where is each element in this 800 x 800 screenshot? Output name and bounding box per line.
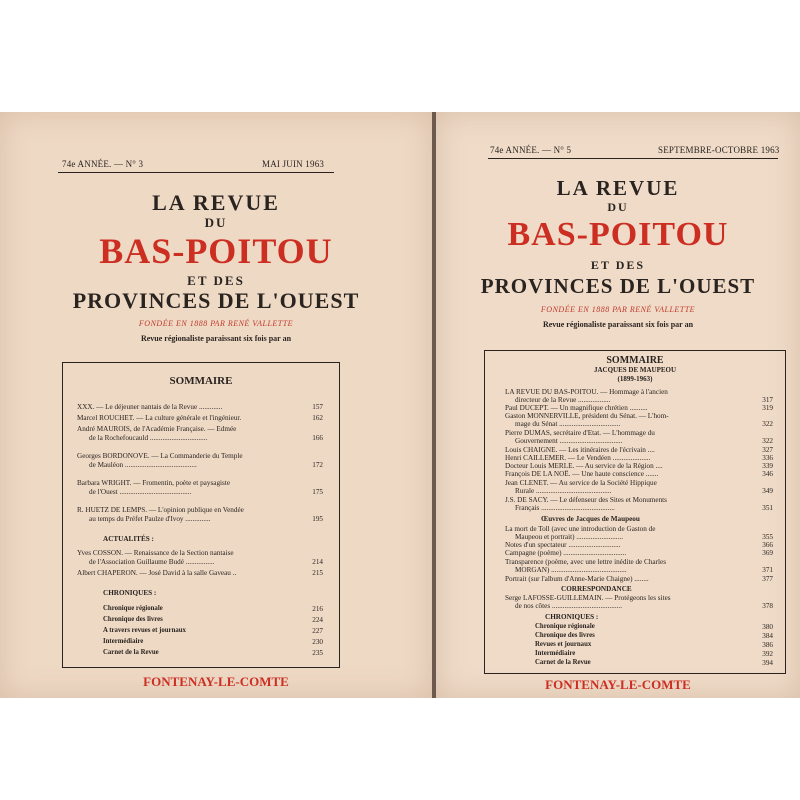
founded-line: FONDÉE EN 1888 PAR RENÉ VALLETTE <box>540 305 696 314</box>
chronique-item: Carnet de la Revue <box>535 659 591 666</box>
toc-entry: Albert CHAPERON. — José David à la salle Gaveau .. <box>77 569 237 577</box>
title-bas-poitou: BAS-POITOU <box>507 216 729 253</box>
toc-entry: La mort de Toll (avec une introduction de Gaston de <box>505 525 656 533</box>
chronique-item: Carnet de la Revue <box>103 649 159 656</box>
sommaire-box <box>62 362 340 668</box>
subject-dates: (1899-1963) <box>617 375 653 383</box>
toc-page: 230 <box>312 638 323 646</box>
toc-entry-cont: de l'Ouest ........................................ <box>89 488 192 496</box>
toc-page: 195 <box>312 515 323 523</box>
correspondance-label: CORRESPONDANCE <box>561 585 632 593</box>
toc-entry-cont: de l'Association Guillaume Budé ................ <box>89 558 215 566</box>
toc-page: 162 <box>312 414 323 422</box>
toc-entry: Transparence (poème, avec une lettre inédite de Charles <box>505 558 666 566</box>
toc-entry: Portrait (sur l'album d'Anne-Marie Chaigne) ........ <box>505 575 649 583</box>
toc-page: 392 <box>762 650 773 658</box>
cover-right <box>436 112 800 698</box>
toc-page: 322 <box>762 437 773 445</box>
title-et-des: ET DES <box>187 273 245 288</box>
toc-page: 322 <box>762 420 773 428</box>
toc-page: 336 <box>762 454 773 462</box>
header-rule <box>58 172 334 173</box>
toc-entry: XXX. — Le déjeuner nantais de la Revue ............. <box>77 403 223 411</box>
chronique-item: Chronique régionale <box>535 623 595 630</box>
toc-page: 394 <box>762 659 773 667</box>
publication-city: FONTENAY-LE-COMTE <box>143 674 289 689</box>
toc-entry-cont: directeur de la Revue .................. <box>515 396 611 404</box>
founded-line: FONDÉE EN 1888 PAR RENÉ VALLETTE <box>138 319 294 328</box>
toc-entry-cont: de Mauléon ........................................ <box>89 461 197 469</box>
chronique-item: Revues et journaux <box>535 641 592 648</box>
toc-page: 369 <box>762 549 773 557</box>
toc-entry-cont: Rurale .......................................... <box>515 487 612 495</box>
toc-page: 377 <box>762 575 773 583</box>
toc-page: 355 <box>762 533 773 541</box>
toc-page: 166 <box>312 434 323 442</box>
toc-entry: Marcel ROUCHET. — La culture générale et l'ingénieur. <box>77 414 242 422</box>
sommaire-box <box>484 350 786 674</box>
subject-name: JACQUES DE MAUPEOU <box>593 366 677 374</box>
publication-city: FONTENAY-LE-COMTE <box>545 677 691 692</box>
chronique-item: Chronique régionale <box>103 605 163 612</box>
toc-page: 317 <box>762 396 773 404</box>
toc-entry: André MAUROIS, de l'Académie Française. — Edmée <box>77 425 237 433</box>
toc-page: 366 <box>762 541 773 549</box>
toc-entry: Barbara WRIGHT. — Fromentin, poète et paysagiste <box>77 479 231 487</box>
toc-page: 235 <box>312 649 323 657</box>
toc-entry: Louis CHAIGNE. — Les itinéraires de l'écrivain .... <box>505 446 655 454</box>
toc-page: 157 <box>312 403 323 411</box>
toc-page: 384 <box>762 632 773 640</box>
toc-page: 216 <box>312 605 323 613</box>
toc-entry: Jean CLENET. — Au service de la Société Hippique <box>505 479 657 487</box>
title-bas-poitou: BAS-POITOU <box>99 231 333 271</box>
chronique-item: Chronique des livres <box>535 632 595 639</box>
toc-entry: François DE LA NOË. — Une haute conscience ....... <box>505 470 659 478</box>
toc-entry-cont: Français ......................................... <box>515 504 615 512</box>
title-et-des: ET DES <box>590 258 646 272</box>
toc-entry: Georges BORDONOVE. — La Commanderie du Temple <box>77 452 243 460</box>
header-rule <box>488 158 778 159</box>
toc-page: 227 <box>312 627 323 635</box>
toc-entry: Gaston MONNERVILLE, président du Sénat. — L'hom- <box>505 412 669 420</box>
toc-page: 172 <box>312 461 323 469</box>
toc-entry: J.S. DE SACY. — Le défenseur des Sites et Monuments <box>505 496 667 504</box>
toc-entry-cont: Gouvernement ................................... <box>515 437 623 445</box>
toc-page: 214 <box>312 558 323 566</box>
issue-date: MAI JUIN 1963 <box>262 159 325 169</box>
issue-number: 74e ANNÉE. — N° 5 <box>490 145 572 155</box>
title-du: DU <box>204 215 228 230</box>
issue-date: SEPTEMBRE-OCTOBRE 1963 <box>658 145 780 155</box>
toc-page: 327 <box>762 446 773 454</box>
toc-entry-cont: de nos côtes ....................................... <box>515 602 623 610</box>
toc-entry: Pierre DUMAS, secrétaire d'Etat. — L'hommage du <box>505 429 655 437</box>
toc-entry-cont: Maupeou et portrait) .......................... <box>515 533 623 541</box>
issue-number: 74e ANNÉE. — N° 3 <box>62 159 144 169</box>
chronique-item: Intermédiaire <box>535 650 576 657</box>
toc-page: 371 <box>762 566 773 574</box>
chroniques-label: CHRONIQUES : <box>545 613 599 621</box>
toc-page: 215 <box>312 569 323 577</box>
title-la-revue: LA REVUE <box>556 176 680 200</box>
toc-entry: Yves COSSON. — Renaissance de la Section nantaise <box>77 549 234 557</box>
toc-page: 346 <box>762 470 773 478</box>
toc-page: 378 <box>762 602 773 610</box>
chroniques-label: CHRONIQUES : <box>103 589 157 597</box>
toc-page: 380 <box>762 623 773 631</box>
toc-entry: Paul DUCEPT. — Un magnifique chrétien .......... <box>505 404 648 412</box>
toc-entry-cont: MORGAN) .......................................... <box>515 566 627 574</box>
toc-page: 339 <box>762 462 773 470</box>
toc-page: 319 <box>762 404 773 412</box>
toc-entry-cont: au temps du Préfet Paulze d'Ivoy .............. <box>89 515 211 523</box>
toc-page: 386 <box>762 641 773 649</box>
cover-left <box>0 112 432 698</box>
actualites-label: ACTUALITÉS : <box>103 535 154 543</box>
toc-entry: Notes d'un spectateur ............................. <box>505 541 621 549</box>
title-du: DU <box>607 200 629 214</box>
oeuvres-label: Œuvres de Jacques de Maupeou <box>541 515 640 523</box>
toc-entry: LA REVUE DU BAS-POITOU. — Hommage à l'ancien <box>505 388 668 396</box>
chronique-item: A travers revues et journaux <box>103 627 186 634</box>
tagline: Revue régionaliste paraissant six fois par an <box>140 334 292 343</box>
toc-entry-cont: de la Rochefoucauld ................................ <box>89 434 208 442</box>
toc-page: 349 <box>762 487 773 495</box>
toc-entry: Henri CAILLEMER. — Le Vendéen ..................... <box>505 454 651 462</box>
toc-entry: Campagne (poème) ................................... <box>505 549 627 557</box>
tagline: Revue régionaliste paraissant six fois par an <box>542 320 694 329</box>
toc-entry: R. HUETZ DE LEMPS. — L'opinion publique en Vendée <box>77 506 244 514</box>
title-la-revue: LA REVUE <box>152 190 280 215</box>
toc-entry: Serge LAFOSSE-GUILLEMAIN. — Protégeons les sites <box>505 594 671 602</box>
toc-entry: Docteur Louis MERLE. — Au service de la Région .... <box>505 462 663 470</box>
sommaire-title: SOMMAIRE <box>606 355 664 366</box>
sommaire-title: SOMMAIRE <box>169 375 233 387</box>
title-provinces: PROVINCES DE L'OUEST <box>72 288 360 313</box>
toc-entry-cont: mage du Sénat .................................. <box>515 420 621 428</box>
toc-page: 175 <box>312 488 323 496</box>
chronique-item: Chronique des livres <box>103 616 163 623</box>
toc-page: 224 <box>312 616 323 624</box>
title-provinces: PROVINCES DE L'OUEST <box>480 274 756 298</box>
toc-page: 351 <box>762 504 773 512</box>
chronique-item: Intermédiaire <box>103 638 144 645</box>
